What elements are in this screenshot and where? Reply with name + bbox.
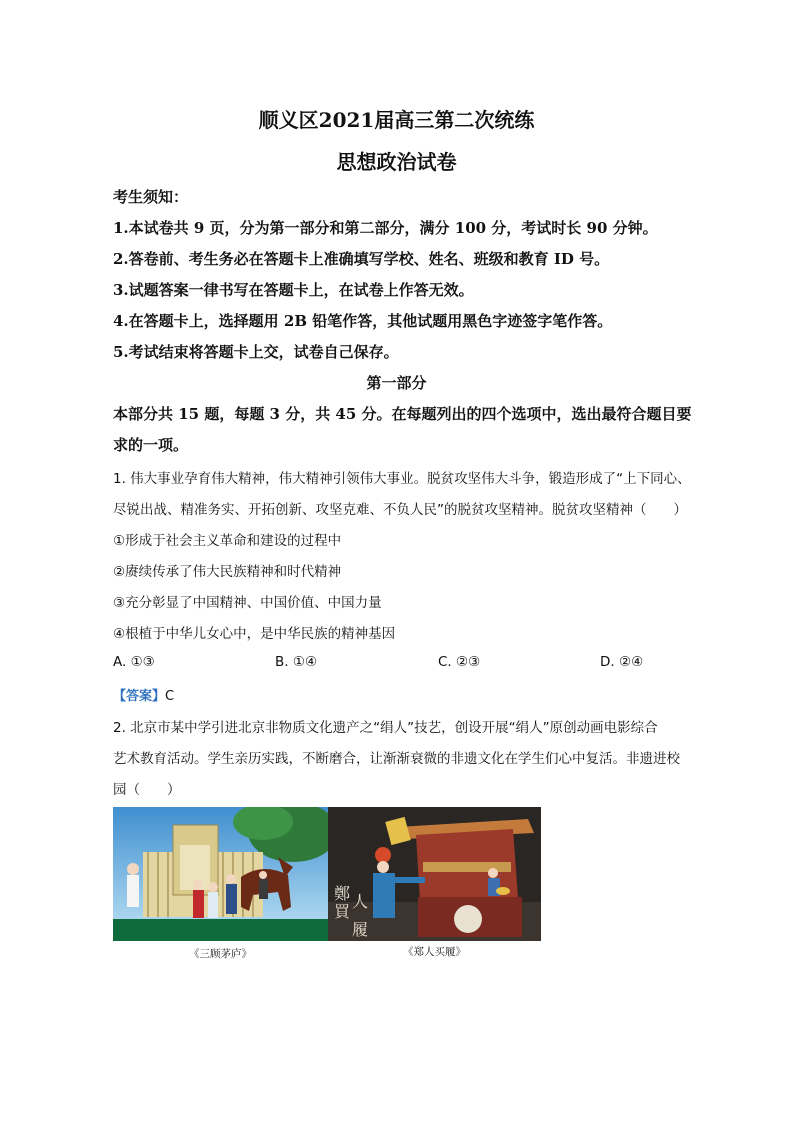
part1-instruction-line1: 本部分共 15 题，每题 3 分，共 45 分。在每题列出的四个选项中，选出最符合题目要 bbox=[113, 405, 692, 423]
caption-zhengren-maili: 《郑人买履》 bbox=[403, 946, 466, 958]
q1-option-c: C. ②③ bbox=[438, 654, 481, 670]
q1-statement-1: ①形成于社会主义革命和建设的过程中 bbox=[113, 533, 342, 549]
notice-heading: 考生须知： bbox=[113, 188, 189, 206]
notice-item-2: 2.答卷前、考生务必在答题卡上准确填写学校、姓名、班级和教育 ID 号。 bbox=[113, 250, 610, 268]
q1-option-b: B. ①④ bbox=[275, 654, 318, 670]
answer-value: C bbox=[165, 689, 175, 704]
q1-statement-2: ②赓续传承了伟大民族精神和时代精神 bbox=[113, 564, 342, 580]
exam-subtitle: 思想政治试卷 bbox=[336, 150, 457, 174]
part1-instruction-line2: 求的一项。 bbox=[113, 436, 189, 454]
q1-stem-line1: 1. 伟大事业孕育伟大精神，伟大精神引领伟大事业。脱贫攻坚伟大斗争，锻造形成了“上下同心、 bbox=[113, 471, 691, 487]
q2-stem-line1: 2. 北京市某中学引进北京非物质文化遗产之“绢人”技艺，创设开展“绢人”原创动画电影综合 bbox=[113, 720, 658, 736]
q1-option-d: D. ②④ bbox=[600, 654, 644, 670]
q2-stem-line3: 园（ ） bbox=[113, 782, 181, 798]
q1-answer bbox=[113, 685, 174, 704]
caption-sangu-maolu: 《三顾茅庐》 bbox=[189, 948, 252, 960]
q2-stem-line2: 艺术教育活动。学生亲历实践，不断磨合，让渐渐衰微的非遗文化在学生们心中复活。非遗进校 bbox=[113, 751, 680, 767]
notice-item-5: 5.考试结束将答题卡上交，试卷自己保存。 bbox=[113, 343, 399, 361]
q1-option-a: A. ①③ bbox=[113, 654, 155, 670]
answer-label: 【答案】 bbox=[113, 689, 166, 704]
image-zhengren-maili bbox=[328, 807, 541, 941]
exam-title: 顺义区2021届高三第二次统练 bbox=[258, 108, 535, 132]
q1-stem-line2: 尽锐出战、精准务实、开拓创新、攻坚克难、不负人民”的脱贫攻坚精神。脱贫攻坚精神（ ） bbox=[113, 502, 687, 518]
image-sangu-maolu bbox=[113, 807, 328, 941]
sign-text: 鄭買人履 bbox=[334, 884, 369, 939]
q1-statement-3: ③充分彰显了中国精神、中国价值、中国力量 bbox=[113, 595, 382, 611]
q1-statement-4: ④根植于中华儿女心中，是中华民族的精神基因 bbox=[113, 626, 396, 642]
part1-heading: 第一部分 bbox=[366, 374, 427, 392]
notice-item-4: 4.在答题卡上，选择题用 2B 铅笔作答，其他试题用黑色字迹签字笔作答。 bbox=[113, 312, 613, 330]
notice-item-3: 3.试题答案一律书写在答题卡上，在试卷上作答无效。 bbox=[113, 281, 474, 299]
notice-item-1: 1.本试卷共 9 页，分为第一部分和第二部分，满分 100 分，考试时长 90 分钟。 bbox=[113, 219, 658, 237]
